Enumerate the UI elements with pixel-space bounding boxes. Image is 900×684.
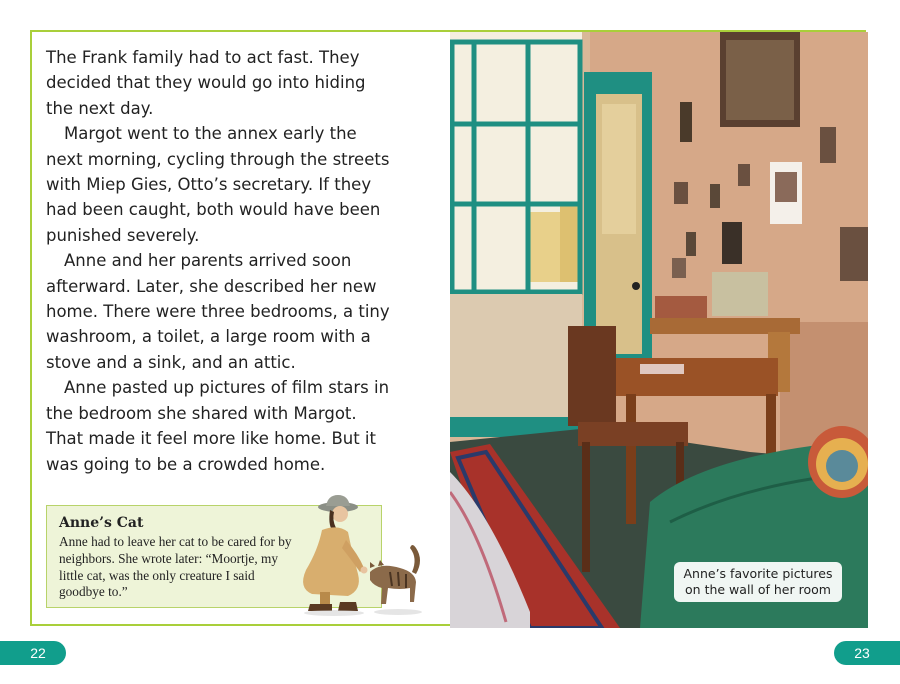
paragraph-2: Margot went to the annex early the next morning, cycling through the streets with Miep Gies, Otto’s secretary. If they had been caught, both would have been punished severely.: [46, 124, 390, 245]
girl-with-cat-illustration: [270, 490, 430, 620]
page-number-left: 22: [0, 641, 66, 665]
paragraph-4: Anne pasted up pictures of film stars in the bedroom she shared with Margot. That made it feel more like home. But it was going to be a crowded home.: [46, 378, 390, 474]
paragraph-3: Anne and her parents arrived soon afterward. Later, she described her new home. There were three bedrooms, a tiny washroom, a toilet, a large room with a stove and a sink, and an attic.: [46, 251, 390, 372]
sidebar-body: Anne had to leave her cat to be cared for by neighbors. She wrote later: “Moortje, my little cat, was the only creature I said goodbye to.”: [59, 534, 292, 600]
sidebar-title: Anne’s Cat: [59, 515, 144, 531]
annes-room-photo: [450, 32, 868, 628]
body-text: [46, 45, 391, 477]
paragraph-1: The Frank family had to act fast. They decided that they would go into hiding the next day.: [46, 48, 366, 118]
photo-caption: Anne’s favorite pictures on the wall of her room: [674, 562, 842, 602]
page-number-right: 23: [834, 641, 900, 665]
